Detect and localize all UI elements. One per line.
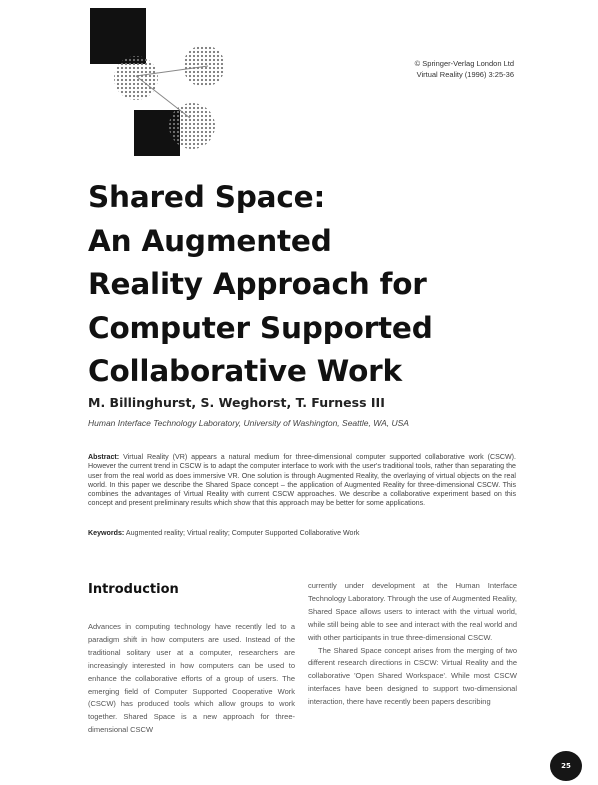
journal-logo xyxy=(88,6,228,158)
section-heading: Introduction xyxy=(88,582,179,597)
authors: M. Billinghurst, S. Weghorst, T. Furness III xyxy=(88,395,385,410)
paper-title xyxy=(88,176,528,394)
keywords-text: Augmented reality; Virtual reality; Computer Supported Collaborative Work xyxy=(125,529,360,537)
abstract xyxy=(88,453,516,509)
keywords-label: Keywords: xyxy=(88,529,125,537)
abstract-label: Abstract: xyxy=(88,453,120,461)
abstract-text: Virtual Reality (VR) appears a natural medium for three-dimensional computer supported collaborative work (CSCW). However the current trend in CSCW is to adapt the computer interface to work with the user's traditional tools, rather than separating the user from the real world as does immersive VR. One solution is through Augmented Reality, the overlaying of virtual objects on the real world. In this paper we describe the Shared Space concept – the application of Augmented Reality for three-dimensional CSCW. This combines the advantages of Virtual Reality with current CSCW approaches. We describe a collaborative experiment based on this concept and present preliminary results which show that this approach may be better for some applications. xyxy=(88,453,516,508)
copyright-notice xyxy=(314,58,514,80)
title-line: Reality Approach for xyxy=(88,267,427,301)
title-line: Collaborative Work xyxy=(88,354,402,388)
affiliation: Human Interface Technology Laboratory, University of Washington, Seattle, WA, USA xyxy=(88,418,409,428)
body-paragraph: currently under development at the Human Interface Technology Laboratory. Through the use of Augmented Reality, Shared Space allows users to interact with the virtual world, while still being able to see and interact with the real world and with other participants in true three-dimensional CSCW. xyxy=(308,581,517,642)
title-line: Computer Supported xyxy=(88,310,433,345)
body-column-right xyxy=(308,580,517,709)
page-number: 25 xyxy=(550,751,582,781)
body-paragraph: The Shared Space concept arises from the merging of two different research directions in CSCW: Virtual Reality and the collaborative 'Open Shared Workspace'. While most CSCW interfaces have been designed to support two-dimensional interaction, there have recently been papers describing xyxy=(308,645,517,707)
title-line: An Augmented xyxy=(88,223,332,258)
copyright-line: © Springer-Verlag London Ltd xyxy=(414,59,514,68)
keywords xyxy=(88,529,516,537)
journal-logo-graphic xyxy=(88,6,228,158)
journal-citation: Virtual Reality (1996) 3:25-36 xyxy=(416,70,514,79)
body-column-left: Advances in computing technology have recently led to a paradigm shift in how computers are used. Instead of the traditional solitary user at a computer, researchers are increasingly interested in how computers can be used to enhance the collaborative efforts of a group of users. The emerging field of Computer Supported Cooperative Work (CSCW) has produced tools which allow groups to work together. Shared Space is a new approach for three-dimensional CSCW xyxy=(88,622,295,735)
title-line: Shared Space: xyxy=(88,180,326,214)
